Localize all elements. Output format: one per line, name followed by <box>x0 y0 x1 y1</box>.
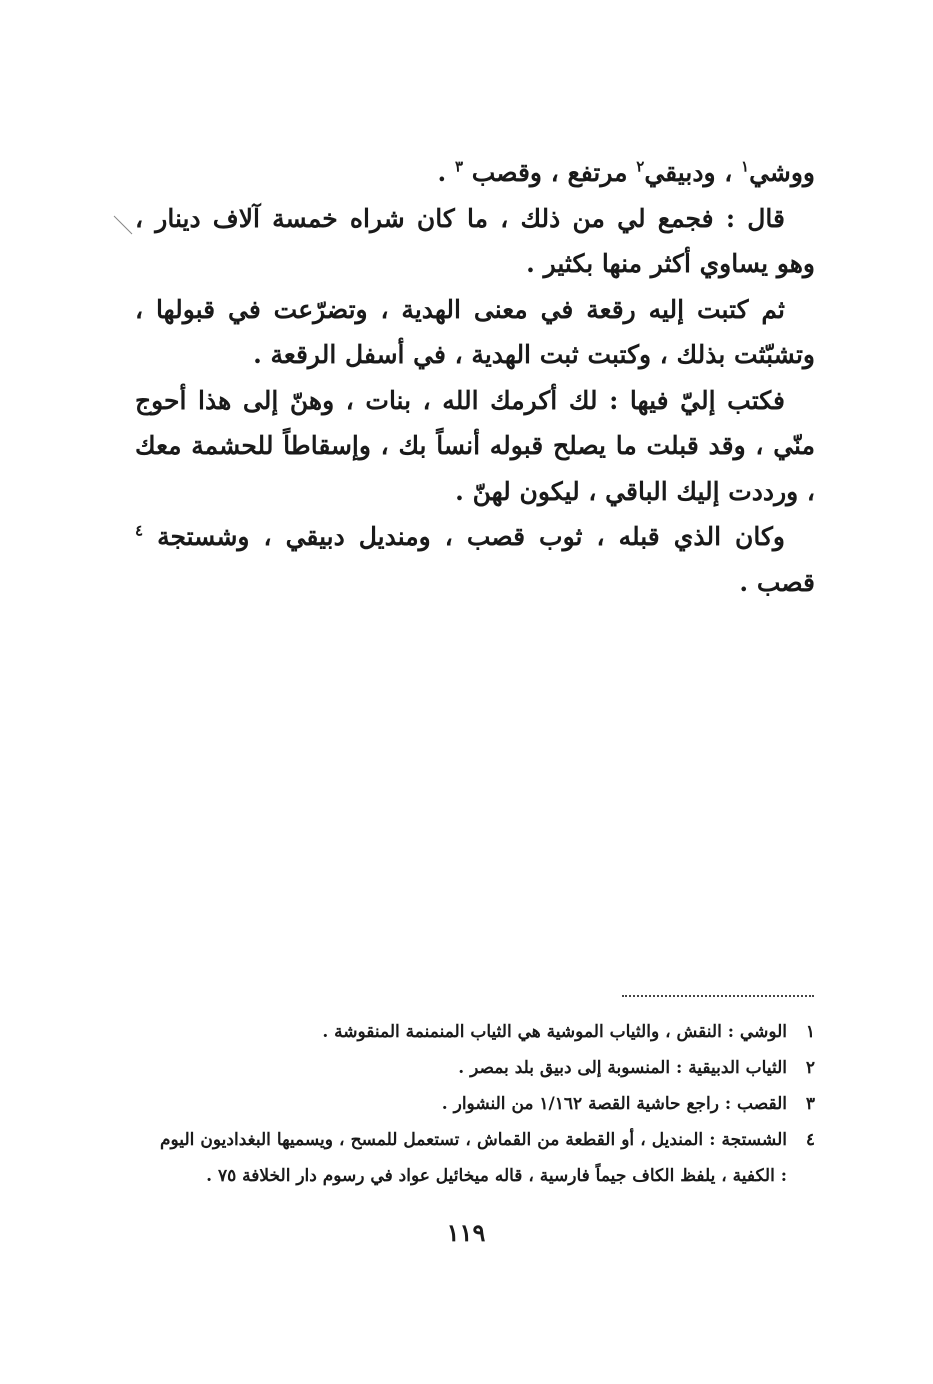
footnote-text: الشستجة : المنديل ، أو القطعة من القماش ، تستعمل للمسح ، ويسميها البغداديون اليوم : الكفية ، يلفظ الكاف جيماً فارسية ، قاله ميخائيل عواد في رسوم دار الخلافة ٧٥ . <box>160 1130 787 1186</box>
paragraph <box>135 150 815 196</box>
text-run: مرتفع ، وقصب <box>463 158 637 187</box>
footnote <box>160 1086 815 1122</box>
footnote-number: ٢ <box>805 1058 815 1078</box>
text-run: وكان الذي قبله ، ثوب قصب ، ومنديل دبيقي ، وشستجة <box>143 522 785 551</box>
footnote-marker: ٢ <box>636 157 645 176</box>
footnotes-section <box>160 1014 815 1194</box>
footnote-marker: ١ <box>741 157 750 176</box>
footnote-text: الوشي : النقش ، والثياب الموشية هي الثياب المنمنمة المنقوشة . <box>322 1022 787 1042</box>
text-run: قصب . <box>739 567 815 597</box>
footnote <box>160 1050 815 1086</box>
footnote-text: القصب : راجع حاشية القصة ١/١٦٢ من النشوار . <box>441 1094 787 1114</box>
paragraph <box>135 287 815 378</box>
text-run: ووشي <box>749 158 815 187</box>
footnote <box>160 1122 815 1194</box>
paragraph <box>135 514 815 605</box>
text-run: ثم كتبت إليه رقعة في معنى الهدية ، وتضرّعت في قبولها ، وتشبّثت بذلك ، وكتبت ثبت الهدية ، في أسفل الرقعة . <box>135 294 815 369</box>
footnote-number: ٣ <box>805 1094 815 1114</box>
footnote <box>160 1014 815 1050</box>
footnote-number: ١ <box>805 1022 815 1042</box>
text-run: قال : فجمع لي من ذلك ، ما كان شراه خمسة آلاف دينار ، وهو يساوي أكثر منها بكثير . <box>135 203 815 278</box>
text-run: فكتب إليّ فيها : لك أكرمك الله ، بنات ، وهنّ إلى هذا أحوج منّي ، وقد قبلت ما يصلح قبوله أنساً بك ، وإسقاطاً للحشمة معك ، ورددت إليك الباقي ، ليكون لهنّ . <box>135 385 815 506</box>
footnote-text: الثياب الدبيقية : المنسوبة إلى دبيق بلد بمصر . <box>458 1058 787 1078</box>
paragraph <box>135 378 815 515</box>
footnote-marker: ٣ <box>454 157 464 176</box>
text-run: ، ودبيقي <box>644 158 741 187</box>
text-run: . <box>437 158 455 187</box>
page-number: ١١٩ <box>446 1218 486 1247</box>
footnote-separator <box>622 995 814 997</box>
footnote-marker: ٤ <box>135 521 144 540</box>
footnote-number: ٤ <box>805 1130 815 1150</box>
main-text <box>135 150 815 605</box>
stray-pen-mark <box>112 214 134 236</box>
paragraph <box>135 196 815 287</box>
